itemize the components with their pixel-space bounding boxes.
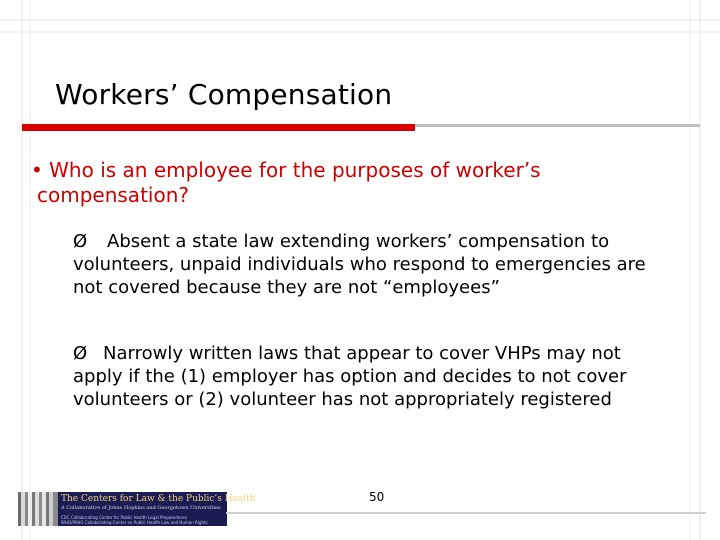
logo-tiny-line-2: WHO/PAHO Collaborating Center on Public Health Law and Human Rights: [61, 520, 208, 525]
logo-tiny-line-1: CDC Collaborating Center for Public Health Legal Preparedness: [61, 515, 188, 520]
logo-subtitle: A Collaborative of Johns Hopkins and Georgetown Universities: [61, 505, 221, 511]
sub-point-text: Narrowly written laws that appear to cover VHPs may not apply if the (1) employer has option and decides to not cover volunteers or (2) volunteer has not appropriately registered: [73, 343, 627, 410]
question-text: Who is an employee for the purposes of worker’s compensation?: [37, 158, 541, 207]
footer-rule-line: [226, 512, 706, 514]
logo-brand-text: The Centers for Law & the Public’s Health: [61, 494, 256, 504]
bullet-dot: •: [31, 158, 43, 182]
page-number: 50: [369, 490, 385, 504]
arrow-bullet-icon: Ø: [73, 343, 88, 364]
center-logo: [18, 492, 256, 526]
sub-point-1: [73, 230, 673, 299]
question-bullet: [31, 158, 677, 208]
title-rule-line: [415, 124, 700, 127]
title-accent-bar: [22, 124, 415, 131]
sub-point-2: [73, 342, 673, 411]
arrow-bullet-icon: Ø: [73, 231, 88, 252]
sub-point-text: Absent a state law extending workers’ compensation to volunteers, unpaid individuals who respond to emergencies are not covered because they are not “employees”: [73, 231, 646, 298]
slide-title: Workers’ Compensation: [55, 78, 393, 111]
columns-icon: [18, 492, 58, 526]
